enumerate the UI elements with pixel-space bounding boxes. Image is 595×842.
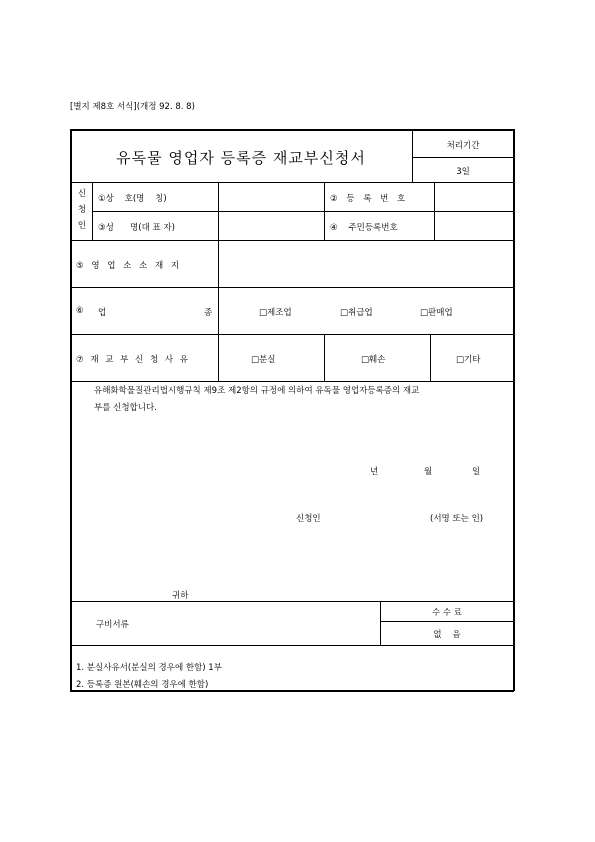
addressee-label: 귀하 bbox=[172, 591, 189, 601]
resident-number-label: ④ 주민등록번호 bbox=[330, 223, 398, 233]
divider bbox=[380, 621, 514, 622]
business-type-handling[interactable]: □취급업 bbox=[340, 308, 373, 318]
registration-number-label: ② 등 록 번 호 bbox=[330, 194, 406, 204]
divider bbox=[324, 182, 325, 240]
form-number: [별지 제8호 서식](개정 92. 8. 8) bbox=[70, 102, 195, 112]
reason-lost[interactable]: □분실 bbox=[251, 355, 276, 365]
business-type-label-b: 종 bbox=[204, 308, 213, 318]
frame-left bbox=[70, 129, 72, 691]
date-day: 일 bbox=[472, 467, 481, 477]
application-statement-line1: 유해화학물질관리법시행규칙 제9조 제2항의 규정에 의하여 유독물 영업자등록증의 재교 bbox=[94, 386, 420, 396]
divider bbox=[434, 182, 435, 240]
business-type-manufacture[interactable]: □제조업 bbox=[259, 308, 292, 318]
trade-name-label: ①상 호(명 칭) bbox=[98, 194, 167, 204]
divider bbox=[92, 182, 93, 240]
processing-period-label: 처리기간 bbox=[446, 141, 480, 151]
divider bbox=[324, 334, 325, 381]
applicant-group-label-2: 청 bbox=[77, 205, 87, 215]
divider bbox=[70, 240, 514, 241]
frame-top bbox=[70, 129, 514, 131]
business-type-sales[interactable]: □판매업 bbox=[420, 308, 453, 318]
divider bbox=[70, 601, 514, 602]
divider bbox=[430, 334, 431, 381]
business-location-label: ⑤ 영 업 소 소 재 지 bbox=[76, 261, 180, 271]
divider bbox=[412, 157, 514, 158]
processing-period-value: 3일 bbox=[456, 167, 470, 177]
divider bbox=[70, 182, 514, 183]
fee-label: 수 수 료 bbox=[431, 608, 463, 618]
reissue-reason-label: ⑦ 재 교 부 신 청 사 유 bbox=[76, 355, 189, 365]
reason-damaged[interactable]: □훼손 bbox=[361, 355, 386, 365]
divider bbox=[70, 381, 514, 382]
representative-name-label: ③성 명(대 표 자) bbox=[98, 223, 175, 233]
divider bbox=[70, 287, 514, 288]
signature-field[interactable]: (서명 또는 인) bbox=[430, 514, 484, 524]
applicant-group-label-1: 신 bbox=[77, 189, 87, 199]
form-title: 유독물 영업자 등록증 재교부신청서 bbox=[116, 149, 366, 167]
divider bbox=[218, 240, 219, 382]
frame-bottom bbox=[70, 690, 514, 692]
fee-value: 없 음 bbox=[433, 630, 461, 640]
applicant-label: 신청인 bbox=[296, 514, 321, 524]
application-statement-line2: 부를 신청합니다. bbox=[94, 403, 157, 413]
divider bbox=[92, 211, 514, 212]
divider bbox=[70, 334, 514, 335]
required-documents-label: 구비서류 bbox=[96, 620, 129, 630]
date-month: 월 bbox=[424, 467, 433, 477]
business-type-label-a: 업 bbox=[98, 308, 107, 318]
date-year: 년 bbox=[370, 467, 379, 477]
reason-other[interactable]: □기타 bbox=[456, 355, 481, 365]
document-item-1: 1. 분실사유서(분실의 경우에 한함) 1부 bbox=[76, 663, 222, 673]
divider bbox=[70, 645, 514, 646]
divider bbox=[218, 182, 219, 240]
business-type-num: ⑥ bbox=[76, 306, 84, 316]
document-item-2: 2. 등록증 원본(훼손의 경우에 한함) bbox=[76, 680, 209, 690]
applicant-group-label-3: 인 bbox=[77, 221, 87, 231]
